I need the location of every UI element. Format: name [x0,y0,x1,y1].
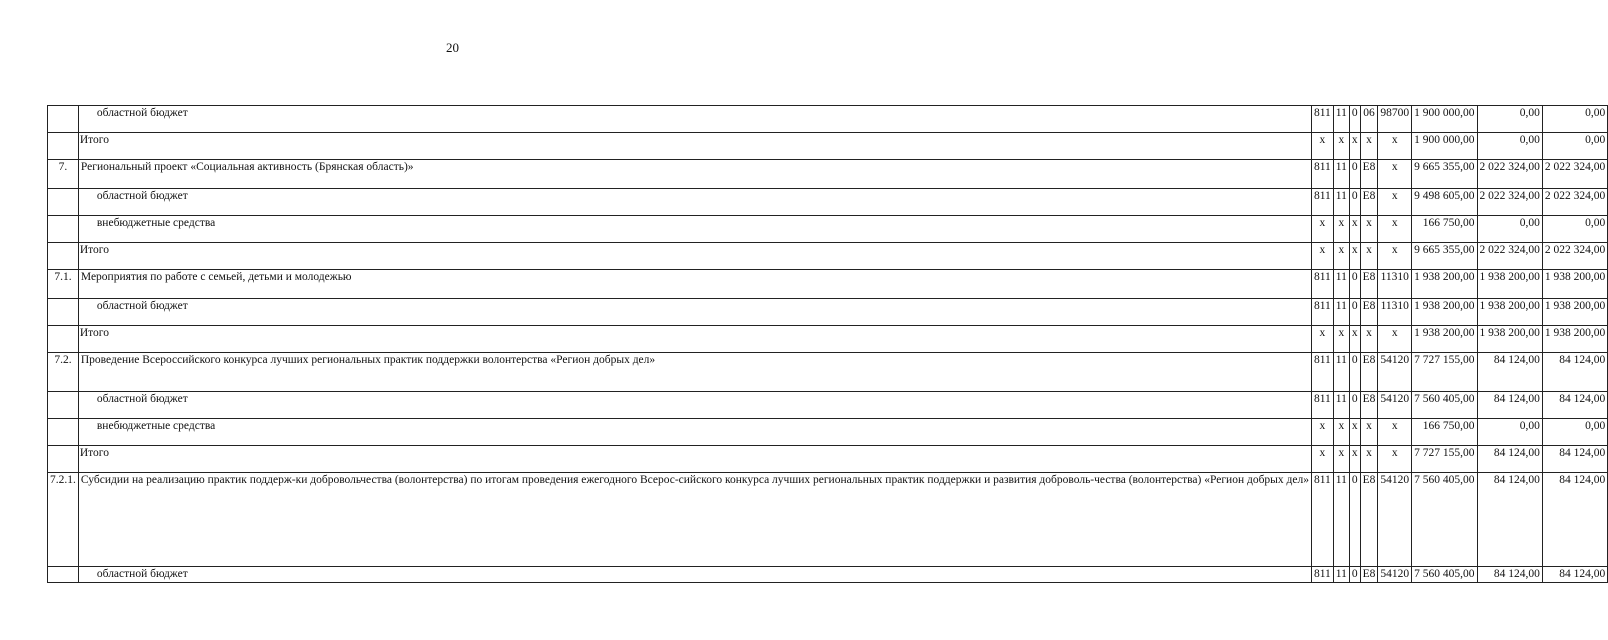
table-row [48,106,1608,133]
code-subprogram-cell: х [1349,419,1360,446]
table-row [48,419,1608,446]
code-project-cell: Е8 [1360,473,1378,567]
code-subprogram-cell: х [1349,446,1360,473]
table-row [48,567,1608,583]
code-subprogram-cell: 0 [1349,299,1360,326]
amount-year1-cell: 1 938 200,00 [1412,326,1477,353]
amount-year1-cell: 1 938 200,00 [1412,299,1477,326]
page-number: 20 [446,40,459,55]
row-number-cell [48,216,79,243]
code-subprogram-cell: 0 [1349,567,1360,583]
amount-year3-cell: 1 938 200,00 [1542,299,1607,326]
code-program-cell: х [1333,216,1349,243]
code-direction-cell: 11310 [1378,299,1412,326]
amount-year1-cell: 7 727 155,00 [1412,446,1477,473]
amount-year3-cell: 2 022 324,00 [1542,243,1607,270]
code-direction-cell: х [1378,133,1412,160]
row-number-cell: 7. [48,160,79,189]
code-direction-cell: х [1378,326,1412,353]
row-number-cell [48,419,79,446]
row-number-cell [48,392,79,419]
code-subprogram-cell: 0 [1349,270,1360,299]
amount-year2-cell: 0,00 [1477,133,1542,160]
table-row [48,446,1608,473]
code-program-cell: х [1333,243,1349,270]
code-project-cell: х [1360,243,1378,270]
code-project-cell: Е8 [1360,299,1378,326]
table-row [48,473,1608,567]
code-program-cell: 11 [1333,160,1349,189]
code-direction-cell: 54120 [1378,473,1412,567]
amount-year1-cell: 1 900 000,00 [1412,133,1477,160]
amount-year2-cell: 1 938 200,00 [1477,299,1542,326]
amount-year1-cell: 166 750,00 [1412,216,1477,243]
item-name-cell: Проведение Всероссийского конкурса лучших региональных практик поддержки волонтерства «Регион добрых дел» [78,353,1311,392]
amount-year1-cell: 166 750,00 [1412,419,1477,446]
amount-year1-cell: 7 560 405,00 [1412,567,1477,583]
code-project-cell: Е8 [1360,270,1378,299]
code-program-cell: 11 [1333,299,1349,326]
row-number-cell [48,189,79,216]
item-name-cell: областной бюджет [78,189,1311,216]
amount-year3-cell: 1 938 200,00 [1542,270,1607,299]
row-number-cell: 7.2. [48,353,79,392]
code-program-cell: х [1333,133,1349,160]
row-number-cell: 7.1. [48,270,79,299]
code-program-cell: х [1333,326,1349,353]
table-body [48,106,1608,583]
code-subprogram-cell: х [1349,133,1360,160]
item-name-cell: Итого [78,243,1311,270]
item-name-cell: внебюджетные средства [78,216,1311,243]
table-row [48,216,1608,243]
code-project-cell: Е8 [1360,189,1378,216]
code-subprogram-cell: х [1349,243,1360,270]
code-subprogram-cell: х [1349,326,1360,353]
amount-year2-cell: 84 124,00 [1477,353,1542,392]
budget-table [47,105,1608,583]
amount-year2-cell: 84 124,00 [1477,392,1542,419]
row-number-cell [48,446,79,473]
amount-year1-cell: 9 665 355,00 [1412,243,1477,270]
code-project-cell: 06 [1360,106,1378,133]
amount-year3-cell: 84 124,00 [1542,392,1607,419]
code-subprogram-cell: 0 [1349,353,1360,392]
amount-year1-cell: 9 498 605,00 [1412,189,1477,216]
code-subprogram-cell: 0 [1349,473,1360,567]
row-number-cell [48,299,79,326]
code-direction-cell: 11310 [1378,270,1412,299]
code-project-cell: х [1360,326,1378,353]
code-ministry-cell: 811 [1311,392,1333,419]
item-name-cell: областной бюджет [78,567,1311,583]
amount-year2-cell: 1 938 200,00 [1477,326,1542,353]
code-ministry-cell: х [1311,133,1333,160]
amount-year3-cell: 2 022 324,00 [1542,160,1607,189]
code-subprogram-cell: 0 [1349,106,1360,133]
code-program-cell: 11 [1333,189,1349,216]
code-project-cell: Е8 [1360,567,1378,583]
code-ministry-cell: 811 [1311,567,1333,583]
code-direction-cell: х [1378,446,1412,473]
item-name-cell: Мероприятия по работе с семьей, детьми и молодежью [78,270,1311,299]
item-name-cell: областной бюджет [78,106,1311,133]
amount-year3-cell: 84 124,00 [1542,446,1607,473]
amount-year3-cell: 84 124,00 [1542,473,1607,567]
amount-year1-cell: 1 938 200,00 [1412,270,1477,299]
code-ministry-cell: 811 [1311,106,1333,133]
amount-year2-cell: 2 022 324,00 [1477,243,1542,270]
code-project-cell: Е8 [1360,353,1378,392]
table-row [48,392,1608,419]
code-program-cell: 11 [1333,106,1349,133]
amount-year1-cell: 7 727 155,00 [1412,353,1477,392]
code-direction-cell: 54120 [1378,353,1412,392]
amount-year2-cell: 84 124,00 [1477,446,1542,473]
code-ministry-cell: х [1311,419,1333,446]
amount-year1-cell: 1 900 000,00 [1412,106,1477,133]
code-ministry-cell: 811 [1311,270,1333,299]
row-number-cell [48,133,79,160]
code-direction-cell: х [1378,419,1412,446]
item-name-cell: Региональный проект «Социальная активность (Брянская область)» [78,160,1311,189]
code-project-cell: Е8 [1360,392,1378,419]
amount-year3-cell: 1 938 200,00 [1542,326,1607,353]
row-number-cell [48,106,79,133]
amount-year2-cell: 84 124,00 [1477,473,1542,567]
item-name-cell: областной бюджет [78,392,1311,419]
amount-year1-cell: 7 560 405,00 [1412,392,1477,419]
amount-year3-cell: 0,00 [1542,419,1607,446]
code-subprogram-cell: х [1349,216,1360,243]
item-name-cell: Итого [78,133,1311,160]
row-number-cell [48,243,79,270]
code-ministry-cell: х [1311,446,1333,473]
code-subprogram-cell: 0 [1349,189,1360,216]
amount-year3-cell: 84 124,00 [1542,567,1607,583]
code-direction-cell: 54120 [1378,567,1412,583]
code-program-cell: 11 [1333,353,1349,392]
table-row [48,353,1608,392]
code-ministry-cell: 811 [1311,160,1333,189]
item-name-cell: Субсидии на реализацию практик поддерж-ки добровольчества (волонтерства) по итогам проведения ежегодного Всерос-сийского конкурса лучших региональных практик поддержки и развития доброволь-чества (волонтерства) «Регион добрых дел» [78,473,1311,567]
amount-year2-cell: 84 124,00 [1477,567,1542,583]
code-program-cell: 11 [1333,392,1349,419]
code-project-cell: х [1360,216,1378,243]
code-direction-cell: х [1378,216,1412,243]
amount-year3-cell: 0,00 [1542,216,1607,243]
amount-year2-cell: 2 022 324,00 [1477,160,1542,189]
code-direction-cell: х [1378,243,1412,270]
table-row [48,326,1608,353]
table-row [48,243,1608,270]
code-ministry-cell: х [1311,326,1333,353]
table-row [48,189,1608,216]
code-subprogram-cell: 0 [1349,160,1360,189]
row-number-cell [48,326,79,353]
amount-year3-cell: 84 124,00 [1542,353,1607,392]
amount-year2-cell: 0,00 [1477,216,1542,243]
item-name-cell: внебюджетные средства [78,419,1311,446]
amount-year2-cell: 1 938 200,00 [1477,270,1542,299]
code-project-cell: Е8 [1360,160,1378,189]
code-direction-cell: 98700 [1378,106,1412,133]
amount-year1-cell: 9 665 355,00 [1412,160,1477,189]
item-name-cell: областной бюджет [78,299,1311,326]
code-ministry-cell: х [1311,216,1333,243]
amount-year3-cell: 0,00 [1542,106,1607,133]
code-program-cell: 11 [1333,567,1349,583]
amount-year2-cell: 0,00 [1477,106,1542,133]
code-direction-cell: 54120 [1378,392,1412,419]
item-name-cell: Итого [78,326,1311,353]
code-ministry-cell: 811 [1311,473,1333,567]
code-program-cell: х [1333,419,1349,446]
code-subprogram-cell: 0 [1349,392,1360,419]
table-row [48,160,1608,189]
amount-year3-cell: 2 022 324,00 [1542,189,1607,216]
code-direction-cell: х [1378,160,1412,189]
code-ministry-cell: х [1311,243,1333,270]
row-number-cell: 7.2.1. [48,473,79,567]
amount-year1-cell: 7 560 405,00 [1412,473,1477,567]
amount-year2-cell: 2 022 324,00 [1477,189,1542,216]
table-row [48,133,1608,160]
code-project-cell: х [1360,419,1378,446]
code-ministry-cell: 811 [1311,299,1333,326]
item-name-cell: Итого [78,446,1311,473]
code-program-cell: х [1333,446,1349,473]
table-row [48,270,1608,299]
code-ministry-cell: 811 [1311,189,1333,216]
code-ministry-cell: 811 [1311,353,1333,392]
amount-year2-cell: 0,00 [1477,419,1542,446]
code-program-cell: 11 [1333,473,1349,567]
table-row [48,299,1608,326]
code-direction-cell: х [1378,189,1412,216]
code-program-cell: 11 [1333,270,1349,299]
code-project-cell: х [1360,446,1378,473]
row-number-cell [48,567,79,583]
code-project-cell: х [1360,133,1378,160]
amount-year3-cell: 0,00 [1542,133,1607,160]
